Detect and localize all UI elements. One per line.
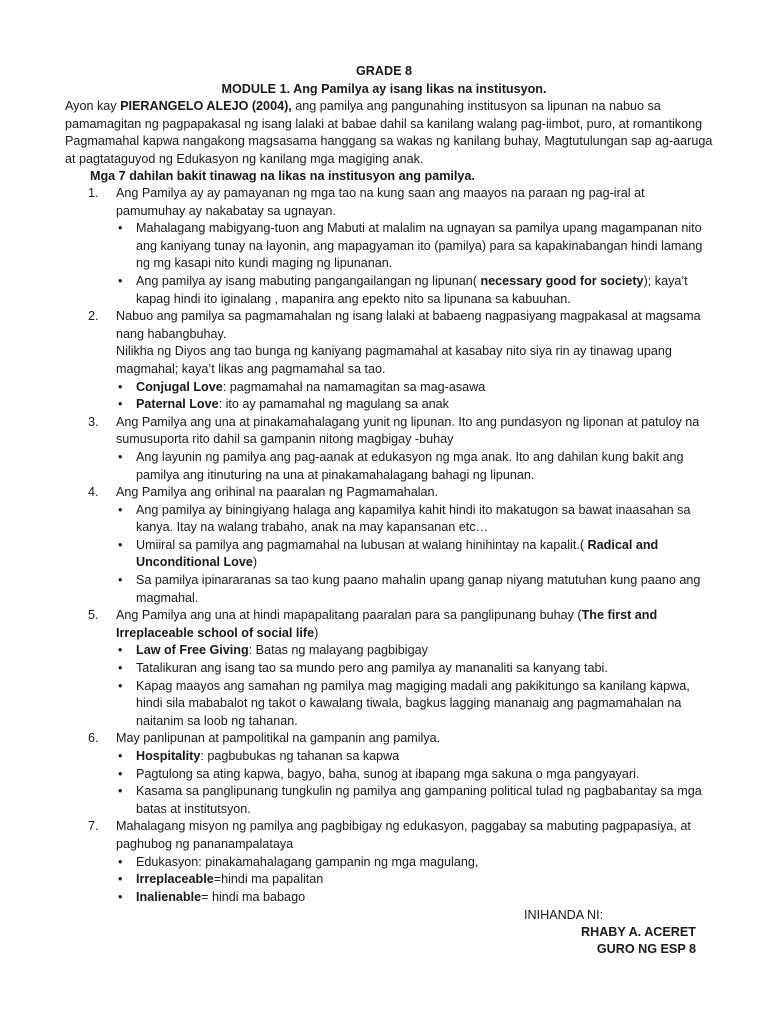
bullet-item [116, 766, 715, 784]
reason-item [65, 607, 715, 730]
bullet-bold-term: Hospitality [136, 749, 201, 763]
reason-text: May panlipunan at pampolitikal na gampanin ang pamilya. [116, 731, 441, 746]
reason-text: Ang Pamilya ang una at pinakamahalagang yunit ng lipunan. Ito ang pundasyon ng liponan at patuloy na sumusuporta rito dahil sa gampanin nitong magbigay -buhay [116, 414, 700, 447]
bullet-bold-term: Law of Free Giving [136, 643, 249, 658]
bullet-item [116, 572, 715, 607]
bullet-text: Kapag maayos ang samahan ng pamilya mag magiging madali ang pakikitungo sa kanilang kapwa, hindi sila mababalot ng takot o kawalang tiwala, bagkus lagging mananaig ang pagmamahalan na naitanim sa loob ng tahanan. [136, 678, 690, 728]
bullet-bold-term: Paternal Love [136, 397, 219, 412]
bullet-text-after: : pagbubukas ng tahanan sa kapwa [200, 749, 400, 763]
reason-item [65, 308, 715, 414]
bullet-glyph: • [118, 749, 123, 763]
bullet-text: Ang pamilya ay isang mabuting pangangailangan ng lipunan( [136, 273, 481, 288]
bullet-glyph: • [118, 537, 123, 552]
reason-text: Ang Pamilya ay ay pamayanan ng mga tao na kung saan ang maayos na paraan ng pag-iral at pamumuhay ay nakabatay sa ugnayan. [116, 186, 645, 218]
reason-number: 4. [88, 485, 99, 500]
reason-text-after: ) [314, 625, 319, 640]
reasons-heading: Mga 7 dahilan bakit tinawag na likas na institusyon ang pamilya. [90, 169, 475, 183]
bullet-text-after: =hindi ma papalitan [213, 872, 324, 887]
bullet-glyph: • [118, 784, 123, 799]
reason-text: Mahalagang misyon ng pamilya ang pagbibigay ng edukasyon, paggabay sa mabuting pagpapasiya, at paghubog ng pananampalataya [116, 819, 691, 851]
bullet-item [116, 502, 715, 537]
intro-paragraph [65, 98, 713, 168]
bullet-glyph: • [118, 661, 123, 676]
bullet-item [116, 748, 715, 766]
bullet-bold-term: Radical and Unconditional Love [136, 537, 659, 570]
bullet-item [116, 449, 715, 484]
bullet-glyph: • [118, 273, 123, 288]
bullet-item [116, 678, 715, 731]
bullet-item [116, 220, 715, 273]
bullet-list [116, 220, 715, 308]
reason-number: 3. [88, 414, 99, 429]
bullet-glyph: • [118, 872, 123, 887]
grade-title: GRADE 8 [356, 64, 412, 78]
bullet-text: Ang layunin ng pamilya ang pag-aanak at edukasyon ng mga anak. Ito ang dahilan kung bakit ang pamilya ang itinuturing na una at pinakamahalagang bahagi ng lipunan. [136, 449, 684, 482]
bullet-text: Ang pamilya ay biningiyang halaga ang kapamilya kahit hindi ito makatugon sa bawat inaasahan sa kanya. Itay na walang trabaho, anak na may kapansanan etc… [136, 502, 691, 535]
bullet-item [116, 889, 715, 907]
reason-item [65, 730, 715, 818]
bullet-bold-term: Irreplaceable [136, 872, 214, 887]
bullet-item [116, 537, 715, 572]
intro-author: PIERANGELO ALEJO (2004), [120, 99, 292, 113]
bullet-text: Pagtulong sa ating kapwa, bagyo, baha, sunog at ibapang mga sakuna o mga pangyayari. [136, 766, 640, 781]
bullet-glyph: • [118, 854, 123, 869]
bullet-item [116, 396, 715, 414]
reason-item [65, 484, 715, 607]
reason-number: 6. [88, 731, 99, 746]
bullet-item [116, 642, 715, 660]
bullet-item [116, 871, 715, 889]
bullet-glyph: • [118, 573, 123, 588]
reason-text: Nabuo ang pamilya sa pagmamahalan ng isang lalaki at babaeng nagpasiyang magpakasal at magsama nang habangbuhay. [116, 309, 701, 341]
bullet-text: Tatalikuran ang isang tao sa mundo pero ang pamilya ay mananaliti sa kanyang tabi. [136, 661, 608, 676]
bullet-glyph: • [118, 766, 123, 781]
reason-item [65, 818, 715, 906]
bullet-glyph: • [118, 449, 123, 464]
bullet-item [116, 854, 715, 872]
bullet-text-after: : ito ay pamamahal ng magulang sa anak [218, 397, 449, 412]
bullet-bold-term: Conjugal Love [136, 379, 223, 394]
bullet-bold-term: necessary good for society [480, 273, 644, 288]
bullet-list [116, 379, 715, 414]
bullet-item [116, 379, 715, 397]
bullet-text-after: ); kaya’t kapag hindi ito iginalang , mapanira ang epekto nito sa lipunana sa kabuuhan. [136, 273, 688, 306]
bullet-glyph: • [118, 397, 123, 412]
bullet-glyph: • [118, 379, 123, 394]
bullet-glyph: • [118, 678, 123, 693]
intro-text: ang pamilya ang pangunahing institusyon sa lipunan na nabuo sa pamamagitan ng pagpapakasal ng isang lalaki at babae dahil sa kanilang walang pag-iimbot, puro, at romantikong Pagmamahal kapwa nangakong magsasama hanggang sa wakas ng kanilang buhay, Magtutulungan sap ag-aaruga at pagtataguyod ng Edukasyon ng kanilang mga magiging anak. [65, 99, 713, 166]
reason-text: Ang Pamilya ang una at hindi mapapalitang paaralan para sa panglipunang buhay ( [116, 608, 582, 623]
bullet-list [116, 854, 715, 907]
bullet-list [116, 642, 715, 730]
bullet-bold-term: Inalienable [136, 889, 202, 904]
reason-number: 7. [88, 819, 99, 834]
bullet-item [116, 660, 715, 678]
bullet-list [116, 449, 715, 484]
bullet-list [116, 748, 715, 818]
reason-text: Ang Pamilya ang orihinal na paaralan ng Pagmamahalan. [116, 485, 439, 500]
author-role: GURO NG ESP 8 [596, 942, 696, 956]
bullet-text-after: : pagmamahal na namamagitan sa mag-asawa [222, 379, 486, 394]
reasons-list [65, 185, 715, 906]
author-name: RHABY A. ACERET [581, 925, 696, 939]
bullet-text: Mahalagang mabigyang-tuon ang Mabuti at malalim na ugnayan sa pamilya upang magampanan nito ang kaniyang tunay na layonin, ang mapagyaman ito (pamilya) para sa kapakinabangan hindi lamang ng mg kasapi nito kundi maging ng lipunanan. [136, 221, 703, 271]
reason-item [65, 414, 715, 484]
bullet-text: Kasama sa panglipunang tungkulin ng pamilya ang gampaning political tulad ng pagbabantay sa mga batas at institutsyon. [136, 784, 702, 816]
reason-item [65, 185, 715, 308]
bullet-glyph: • [118, 502, 123, 517]
bullet-glyph: • [118, 889, 123, 904]
bullet-text-after: ) [252, 555, 258, 570]
reason-number: 5. [88, 608, 99, 623]
reason-number: 1. [88, 186, 99, 200]
reason-number: 2. [88, 309, 99, 324]
bullet-item [116, 273, 715, 308]
bullet-text: Edukasyon: pinakamahalagang gampanin ng mga magulang, [136, 854, 479, 869]
bullet-glyph: • [118, 221, 123, 236]
bullet-text: Sa pamilya ipinararanas sa tao kung paano mahalin upang ganap niyang matutuhan kung paano ang magmahal. [136, 573, 701, 605]
bullet-text: Umiiral sa pamilya ang pagmamahal na lubusan at walang hinihintay na kapalit.( [136, 537, 588, 552]
reason-bold-term: The first and Irreplaceable school of social life [116, 608, 658, 640]
bullet-text-after: = hindi ma babago [201, 889, 306, 904]
bullet-text-after: : Batas ng malayang pagbibigay [248, 643, 428, 658]
bullet-list [116, 502, 715, 608]
bullet-item [116, 783, 715, 818]
prepared-by-label: INIHANDA NI: [524, 908, 604, 922]
intro-prefix: Ayon kay [65, 99, 121, 113]
bullet-glyph: • [118, 643, 123, 658]
module-title: MODULE 1. Ang Pamilya ay isang likas na institusyon. [221, 82, 547, 96]
reason-extra-text: Nilikha ng Diyos ang tao bunga ng kaniyang pagmamahal at kasabay nito siya rin ay tinawag upang magmahal; kaya’t likas ang pagmamahal sa tao. [116, 344, 672, 376]
